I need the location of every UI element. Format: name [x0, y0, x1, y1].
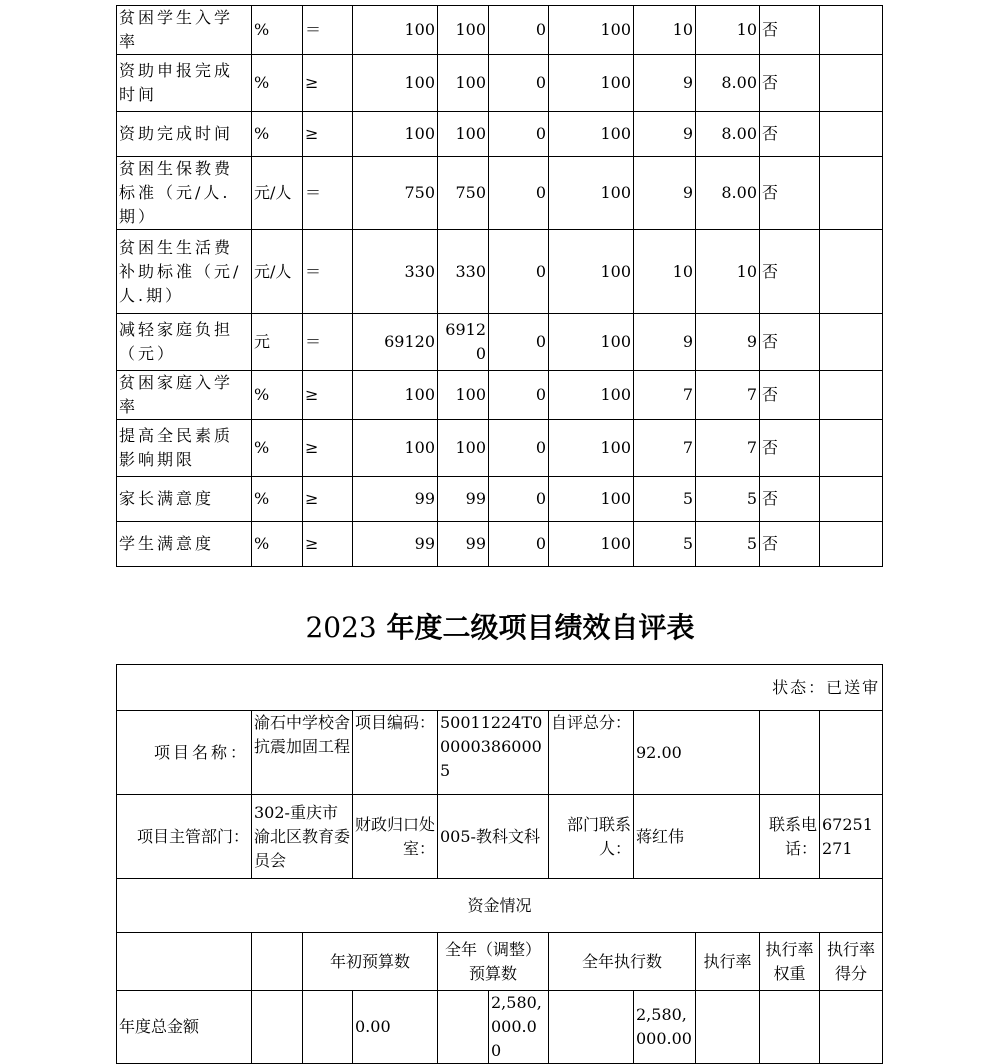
indicator-completion: 100 [549, 55, 634, 112]
indicator-note [820, 371, 883, 420]
indicator-note [820, 157, 883, 230]
indicator-weight: 7 [634, 371, 696, 420]
row-total-label: 年度总金额 [117, 991, 252, 1064]
indicator-name: 减轻家庭负担（元） [117, 314, 252, 371]
indicator-target: 100 [353, 55, 438, 112]
indicator-name: 贫困生保教费标准（元/人.期） [117, 157, 252, 230]
indicator-weight: 10 [634, 6, 696, 55]
phone-label: 联系电话： [760, 795, 820, 879]
indicator-deviation: 0 [489, 522, 549, 567]
indicator-name: 资助完成时间 [117, 112, 252, 157]
indicator-flag: 否 [760, 55, 820, 112]
indicator-unit: 元/人 [252, 157, 303, 230]
blank-cell [252, 933, 303, 991]
col-score: 执行率得分 [820, 933, 883, 991]
indicator-operator: ≥ [303, 522, 353, 567]
blank-cell [438, 991, 489, 1064]
page-title [0, 608, 1000, 648]
contact-label: 部门联系人： [549, 795, 634, 879]
indicator-deviation: 0 [489, 477, 549, 522]
indicator-target: 100 [353, 420, 438, 477]
blank-cell [549, 991, 634, 1064]
indicator-completion: 100 [549, 522, 634, 567]
indicator-operator: ＝ [303, 157, 353, 230]
indicator-actual: 99 [438, 477, 489, 522]
indicator-flag: 否 [760, 420, 820, 477]
indicator-unit: % [252, 522, 303, 567]
indicator-unit: % [252, 371, 303, 420]
indicator-name: 学生满意度 [117, 522, 252, 567]
indicator-score: 5 [696, 477, 760, 522]
indicator-deviation: 0 [489, 55, 549, 112]
indicator-flag: 否 [760, 6, 820, 55]
indicator-deviation: 0 [489, 157, 549, 230]
indicator-name: 贫困学生入学率 [117, 6, 252, 55]
indicator-deviation: 0 [489, 371, 549, 420]
indicator-actual: 100 [438, 6, 489, 55]
blank-cell [760, 991, 820, 1064]
indicator-operator: ＝ [303, 6, 353, 55]
indicator-actual: 69120 [438, 314, 489, 371]
indicator-unit: % [252, 55, 303, 112]
indicator-flag: 否 [760, 371, 820, 420]
indicator-target: 99 [353, 522, 438, 567]
indicator-score: 10 [696, 6, 760, 55]
table-row [117, 55, 883, 112]
indicator-actual: 100 [438, 371, 489, 420]
indicator-score: 8.00 [696, 112, 760, 157]
indicator-completion: 100 [549, 6, 634, 55]
blank-cell [696, 991, 760, 1064]
indicator-target: 100 [353, 371, 438, 420]
indicator-unit: % [252, 477, 303, 522]
finance-label: 财政归口处室： [353, 795, 438, 879]
indicator-weight: 9 [634, 314, 696, 371]
col-executed: 全年执行数 [549, 933, 696, 991]
indicator-note [820, 522, 883, 567]
indicator-completion: 100 [549, 112, 634, 157]
indicator-actual: 100 [438, 112, 489, 157]
indicator-target: 99 [353, 477, 438, 522]
indicator-note [820, 314, 883, 371]
indicator-weight: 10 [634, 230, 696, 314]
project-name-label: 项目名称： [117, 711, 252, 795]
indicator-unit: 元 [252, 314, 303, 371]
indicator-actual: 99 [438, 522, 489, 567]
indicator-deviation: 0 [489, 112, 549, 157]
indicator-note [820, 6, 883, 55]
row-budget-value: 0.00 [353, 991, 438, 1064]
indicator-name: 家长满意度 [117, 477, 252, 522]
indicator-note [820, 420, 883, 477]
title-text: 年度二级项目绩效自评表 [386, 611, 695, 644]
indicator-operator: ≥ [303, 420, 353, 477]
finance-value: 005-教科文科 [438, 795, 549, 879]
table-row [117, 157, 883, 230]
indicator-operator: ＝ [303, 314, 353, 371]
indicator-operator: ＝ [303, 230, 353, 314]
indicator-completion: 100 [549, 477, 634, 522]
indicator-note [820, 112, 883, 157]
indicator-target: 100 [353, 112, 438, 157]
indicator-actual: 100 [438, 55, 489, 112]
indicator-weight: 7 [634, 420, 696, 477]
blank-cell [252, 991, 303, 1064]
indicator-unit: % [252, 112, 303, 157]
indicator-score: 8.00 [696, 157, 760, 230]
indicator-name: 贫困家庭入学率 [117, 371, 252, 420]
funds-section-title: 资金情况 [117, 879, 883, 933]
blank-cell [760, 711, 820, 795]
indicator-name: 提高全民素质影响期限 [117, 420, 252, 477]
indicator-deviation: 0 [489, 230, 549, 314]
indicator-score: 9 [696, 314, 760, 371]
project-code-value: 50011224T000003860005 [438, 711, 549, 795]
indicator-deviation: 0 [489, 6, 549, 55]
indicator-flag: 否 [760, 477, 820, 522]
indicator-unit: 元/人 [252, 230, 303, 314]
title-year: 2023 [305, 611, 377, 644]
indicator-note [820, 477, 883, 522]
project-code-label: 项目编码： [353, 711, 438, 795]
table-row [117, 420, 883, 477]
indicator-deviation: 0 [489, 314, 549, 371]
indicator-completion: 100 [549, 230, 634, 314]
phone-value: 67251271 [820, 795, 883, 879]
dept-label: 项目主管部门： [117, 795, 252, 879]
col-rate: 执行率 [696, 933, 760, 991]
indicator-score: 8.00 [696, 55, 760, 112]
indicator-table [116, 5, 883, 567]
indicator-completion: 100 [549, 157, 634, 230]
indicator-flag: 否 [760, 522, 820, 567]
indicator-operator: ≥ [303, 371, 353, 420]
indicator-unit: % [252, 6, 303, 55]
indicator-name: 贫困生生活费补助标准（元/人.期） [117, 230, 252, 314]
indicator-unit: % [252, 420, 303, 477]
indicator-score: 7 [696, 371, 760, 420]
indicator-note [820, 230, 883, 314]
indicator-flag: 否 [760, 157, 820, 230]
table-row [117, 314, 883, 371]
row-executed-value: 2,580,000.00 [634, 991, 696, 1064]
indicator-completion: 100 [549, 371, 634, 420]
indicator-weight: 9 [634, 157, 696, 230]
indicator-actual: 750 [438, 157, 489, 230]
indicator-target: 100 [353, 6, 438, 55]
indicator-deviation: 0 [489, 420, 549, 477]
project-name-value: 渝石中学校舍抗震加固工程 [252, 711, 353, 795]
table-row [117, 6, 883, 55]
indicator-flag: 否 [760, 230, 820, 314]
col-budget: 年初预算数 [303, 933, 438, 991]
self-evaluation-table [116, 664, 883, 1064]
indicator-weight: 5 [634, 522, 696, 567]
indicator-note [820, 55, 883, 112]
table-row [117, 112, 883, 157]
blank-cell [820, 991, 883, 1064]
indicator-operator: ≥ [303, 477, 353, 522]
table-row [117, 371, 883, 420]
indicator-actual: 100 [438, 420, 489, 477]
indicator-flag: 否 [760, 112, 820, 157]
indicator-operator: ≥ [303, 112, 353, 157]
dept-value: 302-重庆市渝北区教育委员会 [252, 795, 353, 879]
indicator-score: 10 [696, 230, 760, 314]
row-adjusted-value: 2,580,000.00 [489, 991, 549, 1064]
indicator-target: 330 [353, 230, 438, 314]
indicator-weight: 9 [634, 112, 696, 157]
blank-cell [820, 711, 883, 795]
indicator-target: 750 [353, 157, 438, 230]
blank-cell [303, 991, 353, 1064]
contact-value: 蒋红伟 [634, 795, 760, 879]
indicator-weight: 5 [634, 477, 696, 522]
status-badge: 状态：已送审 [117, 665, 883, 711]
self-score-value: 92.00 [634, 711, 760, 795]
indicator-operator: ≥ [303, 55, 353, 112]
self-score-label: 自评总分： [549, 711, 634, 795]
indicator-actual: 330 [438, 230, 489, 314]
col-adjusted: 全年（调整）预算数 [438, 933, 549, 991]
table-row [117, 230, 883, 314]
indicator-weight: 9 [634, 55, 696, 112]
indicator-name: 资助申报完成时间 [117, 55, 252, 112]
indicator-flag: 否 [760, 314, 820, 371]
table-row [117, 477, 883, 522]
indicator-completion: 100 [549, 420, 634, 477]
blank-cell [117, 933, 252, 991]
indicator-target: 69120 [353, 314, 438, 371]
indicator-score: 7 [696, 420, 760, 477]
indicator-completion: 100 [549, 314, 634, 371]
col-weight: 执行率权重 [760, 933, 820, 991]
indicator-score: 5 [696, 522, 760, 567]
table-row [117, 522, 883, 567]
